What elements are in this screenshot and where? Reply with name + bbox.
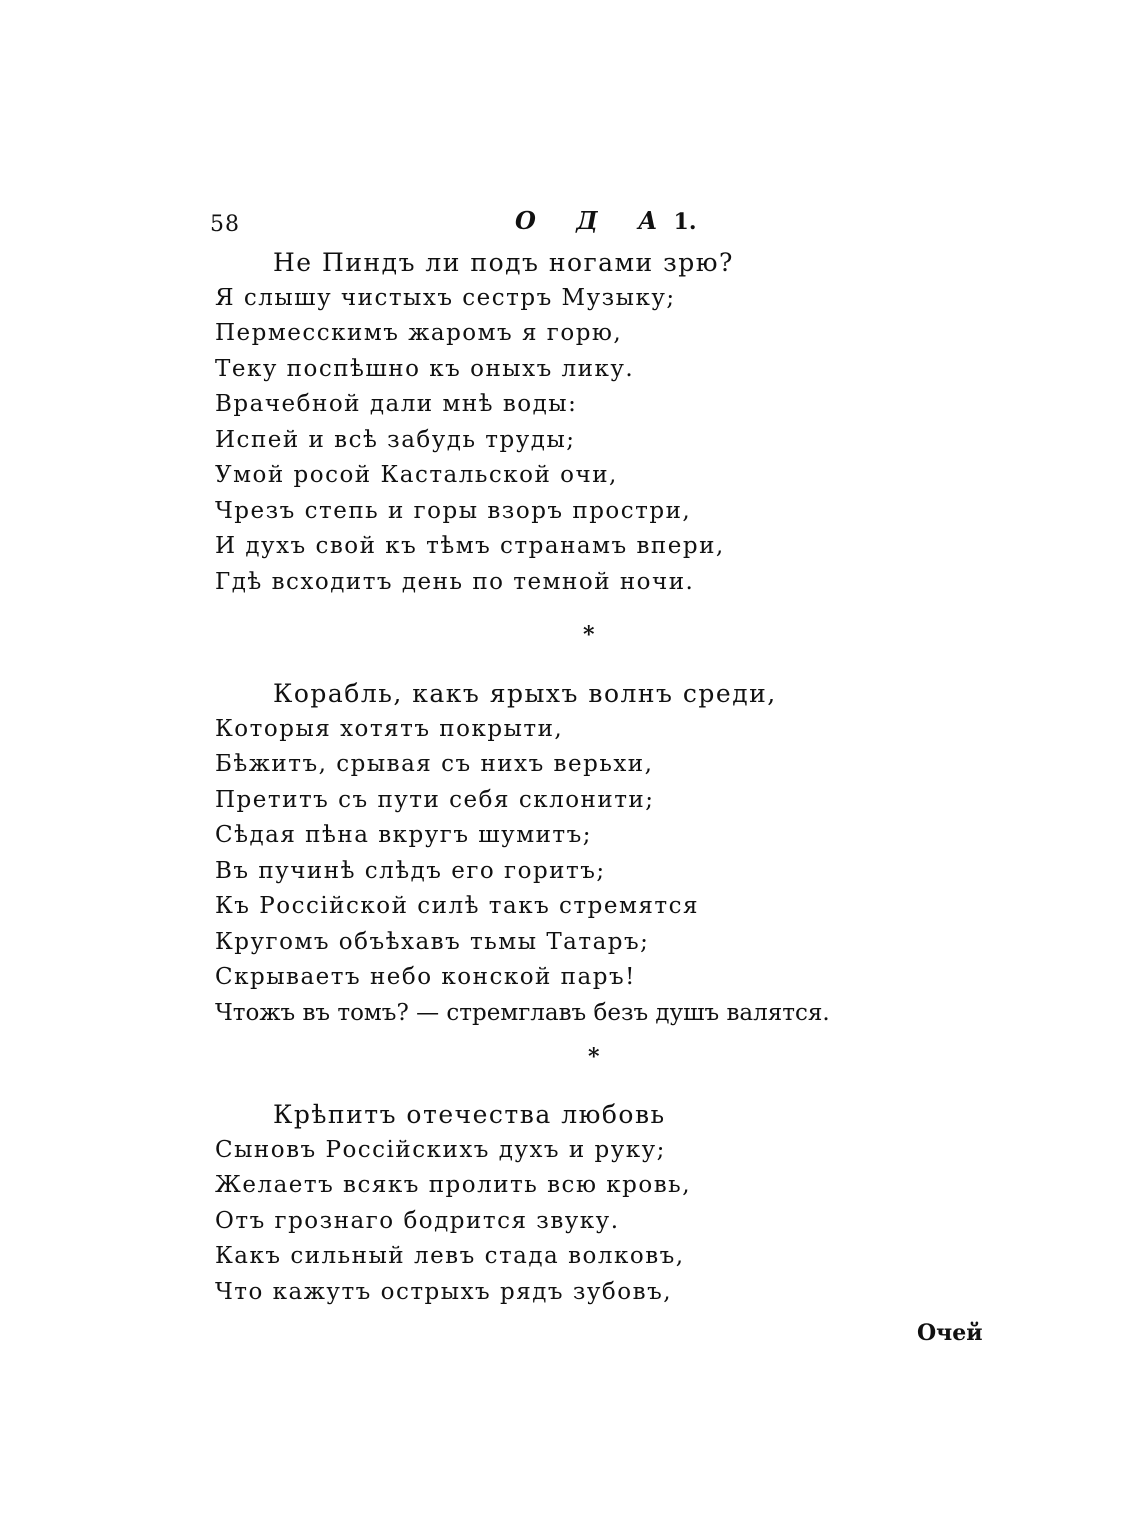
verse-line: Что кажутъ острыхъ рядъ зубовъ, <box>215 1278 673 1305</box>
stanza-separator: * <box>583 622 595 648</box>
page-number: 58 <box>210 212 240 237</box>
running-head <box>515 206 696 235</box>
verse-line: Какъ сильный левъ стада волковъ, <box>215 1243 685 1269</box>
verse-line: Я слышу чистыхъ сестръ Музыку; <box>215 284 676 311</box>
verse-line: Умой росой Кастальской очи, <box>215 462 618 488</box>
verse-line: Чтожъ въ томъ? — стремглавъ безъ душъ валятся. <box>215 999 830 1026</box>
verse-line: Желаетъ всякъ пролить всю кровь, <box>215 1172 692 1198</box>
verse-line: Сыновъ Россiйскихъ духъ и руку; <box>215 1136 666 1163</box>
verse-line: Въ пучинѣ слѣдъ его горитъ; <box>215 857 606 884</box>
verse-line: Кругомъ объѣхавъ тьмы Татаръ; <box>215 928 650 955</box>
verse-line: Сѣдая пѣна вкругъ шумитъ; <box>215 822 593 848</box>
verse-line: Скрываетъ небо конской паръ! <box>215 964 636 990</box>
verse-line: Крѣпитъ отечества любовь <box>273 1100 666 1129</box>
verse-line: Бѣжитъ, срывая съ нихъ верьхи, <box>215 751 654 777</box>
verse-line: Которыя хотятъ покрыти, <box>215 715 564 742</box>
verse-line: Претитъ съ пути себя склонити; <box>215 786 655 813</box>
verse-line: И духъ свой къ тѣмъ странамъ впери, <box>215 533 725 559</box>
stanza-1 <box>215 245 734 600</box>
verse-line: Чрезъ степь и горы взоръ простри, <box>215 497 692 524</box>
verse-line: Испей и всѣ забудь труды; <box>215 426 576 453</box>
verse-line: Отъ грознаго бодрится звуку. <box>215 1207 620 1234</box>
verse-line: Корабль, какъ ярыхъ волнъ среди, <box>273 679 777 708</box>
catchword: Очей <box>917 1320 983 1346</box>
stanza-separator: * <box>588 1044 600 1070</box>
verse-line: Гдѣ всходитъ день по темной ночи. <box>215 568 695 595</box>
verse-line: Врачебной дали мнѣ воды: <box>215 391 578 417</box>
stanza-3 <box>215 1097 691 1310</box>
verse-line: Къ Россiйской силѣ такъ стремятся <box>215 893 699 919</box>
verse-line: Пермесскимъ жаромъ я горю, <box>215 320 623 346</box>
running-head-title: О Д А <box>515 206 674 235</box>
running-head-number: 1. <box>673 209 697 235</box>
verse-line: Не Пиндъ ли подъ ногами зрю? <box>273 248 734 277</box>
stanza-2 <box>215 676 830 1031</box>
verse-line: Теку поспѣшно къ оныхъ лику. <box>215 355 635 382</box>
